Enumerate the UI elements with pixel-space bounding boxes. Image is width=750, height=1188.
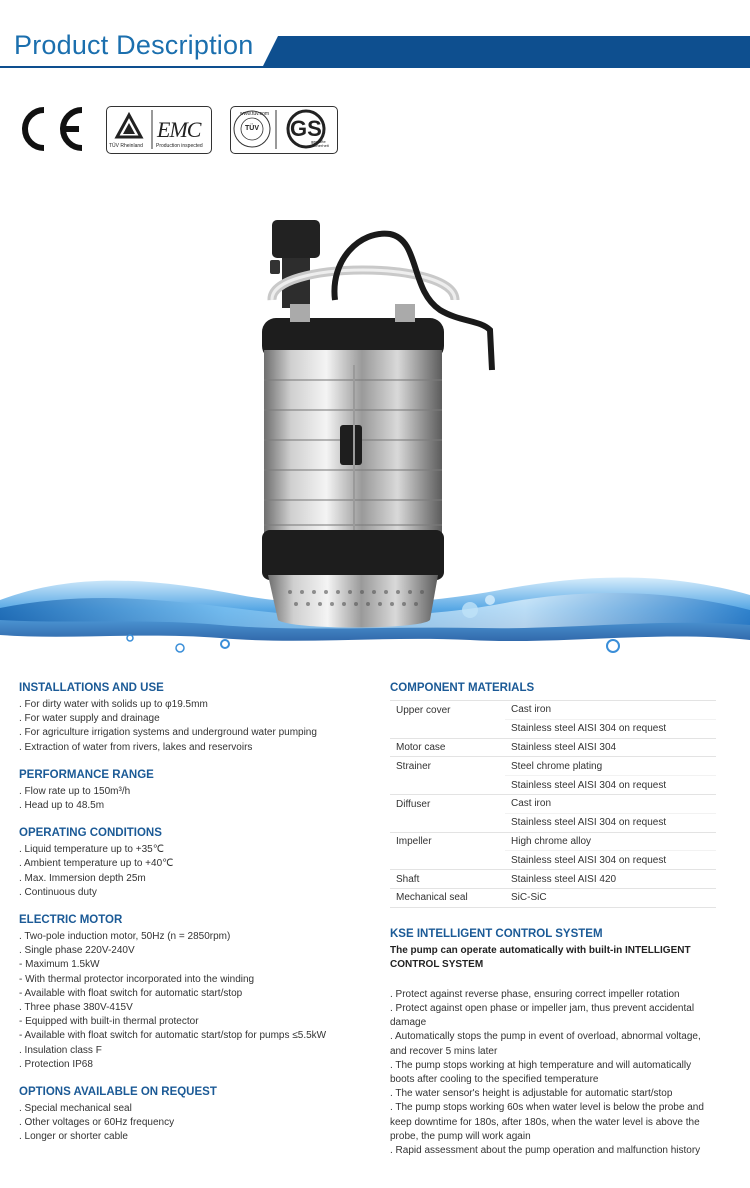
component-name: Diffuser bbox=[390, 794, 505, 813]
list-item: . Protect against open phase or impeller jam, thus prevent accidental damage bbox=[390, 1002, 695, 1029]
list-item: . Longer or shorter cable bbox=[19, 1131, 128, 1143]
materials-column bbox=[390, 682, 718, 1158]
component-name bbox=[390, 776, 505, 795]
list-item: . Liquid temperature up to +35℃ bbox=[19, 844, 164, 856]
component-name bbox=[390, 813, 505, 832]
operating-section bbox=[19, 827, 369, 900]
list-item: - Available with float switch for automatic start/stop for pumps ≤5.5kW bbox=[19, 1030, 327, 1042]
components-heading: COMPONENT MATERIALS bbox=[390, 682, 535, 694]
component-name: Upper cover bbox=[390, 701, 505, 720]
list-item: . Max. Immersion depth 25m bbox=[19, 872, 146, 884]
installations-heading: INSTALLATIONS AND USE bbox=[19, 682, 164, 694]
tuv-gs-certification-logo bbox=[230, 106, 338, 154]
motor-section bbox=[19, 914, 369, 1072]
specifications-column bbox=[19, 682, 369, 1159]
table-row bbox=[390, 813, 716, 832]
list-item: . Continuous duty bbox=[19, 886, 97, 898]
pump-product-image bbox=[0, 200, 750, 670]
page-title: Product Description bbox=[14, 30, 254, 60]
list-item: - Maximum 1.5kW bbox=[19, 959, 100, 971]
list-item: . The water sensor's height is adjustable for automatic start/stop bbox=[390, 1088, 673, 1100]
list-item: . Protection IP68 bbox=[19, 1058, 93, 1070]
component-name: Strainer bbox=[390, 757, 505, 776]
list-item: . Head up to 48.5m bbox=[19, 800, 105, 812]
header-bar bbox=[262, 36, 750, 68]
component-name: Motor case bbox=[390, 738, 505, 757]
component-material: Stainless steel AISI 304 on request bbox=[505, 776, 716, 795]
component-name: Mechanical seal bbox=[390, 888, 505, 907]
operating-heading: OPERATING CONDITIONS bbox=[19, 827, 162, 840]
emc-label: EMC bbox=[157, 117, 201, 142]
component-material: Stainless steel AISI 304 on request bbox=[505, 813, 716, 832]
list-item: . For agriculture irrigation systems and underground water pumping bbox=[19, 727, 317, 739]
options-section bbox=[19, 1086, 369, 1145]
component-name bbox=[390, 851, 505, 870]
table-row bbox=[390, 757, 716, 776]
emc-production-label: Production inspected bbox=[156, 143, 203, 149]
table-row bbox=[390, 719, 716, 738]
table-row bbox=[390, 851, 716, 870]
header-underline bbox=[0, 66, 750, 68]
list-item: . Single phase 220V-240V bbox=[19, 945, 135, 957]
motor-heading: ELECTRIC MOTOR bbox=[19, 914, 123, 927]
list-item: . Other voltages or 60Hz frequency bbox=[19, 1117, 175, 1129]
list-item: . Two-pole induction motor, 50Hz (n = 2850rpm) bbox=[19, 931, 231, 943]
list-item: . Protect against reverse phase, ensuring correct impeller rotation bbox=[390, 988, 680, 1000]
component-name: Shaft bbox=[390, 870, 505, 889]
list-item: - Available with float switch for automatic start/stop bbox=[19, 987, 243, 999]
ce-mark-icon bbox=[14, 104, 86, 159]
component-material: Steel chrome plating bbox=[505, 757, 716, 776]
component-material: High chrome alloy bbox=[505, 832, 716, 851]
list-item: . Rapid assessment about the pump operation and malfunction history bbox=[390, 1145, 701, 1156]
component-material: SiC-SiC bbox=[505, 888, 716, 907]
installations-section bbox=[19, 682, 369, 755]
table-row bbox=[390, 776, 716, 795]
list-item: . Insulation class F bbox=[19, 1044, 102, 1056]
gs-sub-label: geprüfte Sicherheit bbox=[311, 139, 329, 148]
list-item: . Extraction of water from rivers, lakes and reservoirs bbox=[19, 741, 253, 753]
list-item: . For dirty water with solids up to φ19.5mm bbox=[19, 699, 208, 710]
performance-section bbox=[19, 769, 369, 813]
table-row bbox=[390, 832, 716, 851]
kse-heading: KSE INTELLIGENT CONTROL SYSTEM bbox=[390, 927, 603, 940]
gs-tuv-label: TÜV bbox=[245, 125, 259, 132]
component-name bbox=[390, 719, 505, 738]
tuv-emc-certification-logo bbox=[106, 106, 212, 154]
component-material: Stainless steel AISI 304 on request bbox=[505, 719, 716, 738]
component-material: Stainless steel AISI 420 bbox=[505, 870, 716, 889]
component-material: Stainless steel AISI 304 on request bbox=[505, 851, 716, 870]
list-item: - With thermal protector incorporated into the winding bbox=[19, 973, 255, 985]
gs-mark: GS bbox=[290, 116, 322, 141]
gs-ring-label: www.tuv.com bbox=[240, 111, 270, 117]
table-row bbox=[390, 701, 716, 720]
list-item: . For water supply and drainage bbox=[19, 713, 160, 725]
list-item: - Equipped with built-in thermal protector bbox=[19, 1016, 199, 1028]
table-row bbox=[390, 738, 716, 757]
component-material: Cast iron bbox=[505, 701, 716, 720]
options-heading: OPTIONS AVAILABLE ON REQUEST bbox=[19, 1086, 217, 1099]
component-material: Cast iron bbox=[505, 794, 716, 813]
page-header bbox=[0, 0, 750, 70]
kse-subheading: The pump can operate automatically with built-in INTELLIGENT CONTROL SYSTEM bbox=[390, 944, 691, 970]
table-row bbox=[390, 794, 716, 813]
list-item: . The pump stops working at high temperature and will automatically boots after cooling to the specified temperature bbox=[390, 1059, 692, 1085]
component-material: Stainless steel AISI 304 bbox=[505, 738, 716, 757]
tuv-rheinland-label: TÜV Rheinland bbox=[109, 143, 143, 149]
list-item: . Automatically stops the pump in event of overload, abnormal voltage, and recover 5 mins later bbox=[390, 1031, 701, 1057]
table-row bbox=[390, 870, 716, 889]
component-name: Impeller bbox=[390, 832, 505, 851]
performance-heading: PERFORMANCE RANGE bbox=[19, 768, 154, 781]
list-item: . Flow rate up to 150m³/h bbox=[19, 785, 131, 797]
table-row bbox=[390, 888, 716, 907]
component-materials-table bbox=[390, 700, 716, 908]
list-item: . Three phase 380V-415V bbox=[19, 1002, 133, 1014]
list-item: . The pump stops working 60s when water level is below the probe and keep downtime for 180s, after 180s, when the water level is above the probe, the pump will work again bbox=[390, 1102, 704, 1142]
kse-feature-list bbox=[390, 988, 718, 1158]
list-item: . Ambient temperature up to +40℃ bbox=[19, 858, 174, 870]
list-item: . Special mechanical seal bbox=[19, 1103, 132, 1115]
